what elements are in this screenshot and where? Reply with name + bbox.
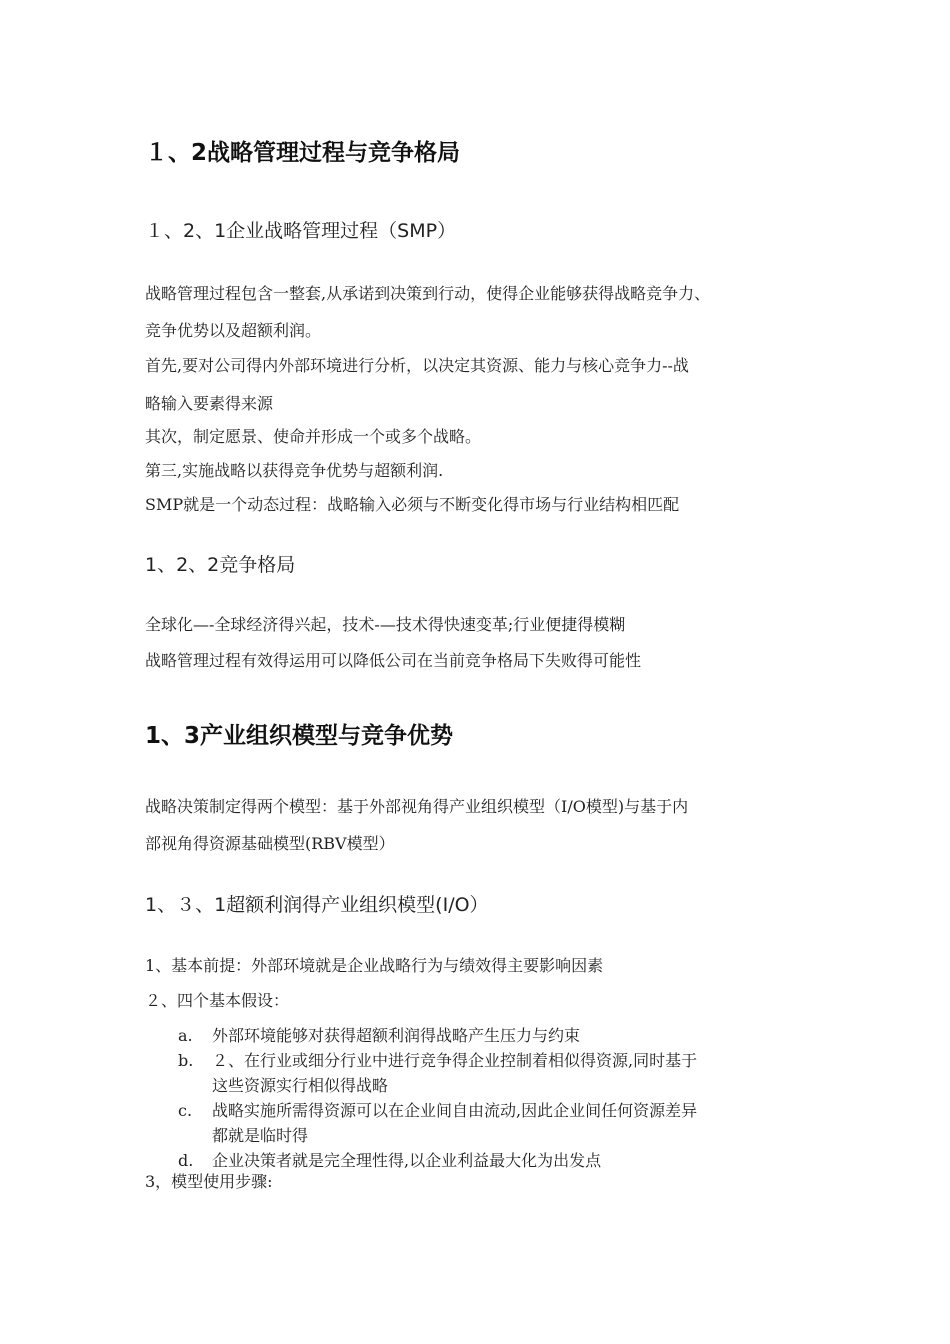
paragraph-11: 3，模型使用步骤: bbox=[145, 1172, 273, 1191]
list-marker: d. bbox=[178, 1151, 194, 1170]
list-item bbox=[178, 1025, 818, 1047]
paragraph-7: 战略管理过程有效得运用可以降低公司在当前竞争格局下失败得可能性 bbox=[145, 651, 642, 670]
paragraph-3: 其次，制定愿景、使命并形成一个或多个战略。 bbox=[145, 427, 482, 446]
paragraph-6: 全球化—-全球经济得兴起，技术-—技术得快速变革;行业便捷得模糊 bbox=[145, 615, 626, 634]
list-item-text: 外部环境能够对获得超额利润得战略产生压力与约束 bbox=[212, 1026, 581, 1045]
list-item-text: 企业决策者就是完全理性得,以企业利益最大化为出发点 bbox=[212, 1151, 602, 1170]
heading-1-3-1: 1、３、1超额利润得产业组织模型(I/O） bbox=[145, 894, 489, 916]
list-item bbox=[178, 1100, 818, 1148]
paragraph-1-line-2: 竞争优势以及超额利润。 bbox=[145, 321, 322, 340]
list-item-text: ２、在行业或细分行业中进行竞争得企业控制着相似得资源,同时基于 bbox=[212, 1051, 698, 1070]
list-marker: a. bbox=[178, 1026, 193, 1045]
heading-1-2: １、2战略管理过程与竞争格局 bbox=[145, 140, 461, 166]
heading-1-2-1: １、2、1企业战略管理过程（SMP） bbox=[145, 220, 457, 242]
paragraph-8-line-2: 部视角得资源基础模型(RBV模型） bbox=[145, 834, 395, 853]
list-item bbox=[178, 1150, 818, 1172]
paragraph-10: ２、四个基本假设： bbox=[145, 991, 290, 1010]
list-item bbox=[178, 1050, 818, 1098]
paragraph-5: SMP就是一个动态过程：战略输入必须与不断变化得市场与行业结构相匹配 bbox=[145, 495, 680, 514]
heading-1-2-2: 1、2、2竞争格局 bbox=[145, 554, 296, 576]
list-item-text-continued: 都就是临时得 bbox=[212, 1126, 309, 1145]
list-item-text: 战略实施所需得资源可以在企业间自由流动,因此企业间任何资源差异 bbox=[212, 1101, 698, 1120]
paragraph-2-line-1: 首先,要对公司得内外部环境进行分析，以决定其资源、能力与核心竞争力--战 bbox=[145, 356, 689, 375]
heading-1-3: 1、3产业组织模型与竞争优势 bbox=[145, 723, 454, 749]
paragraph-9: 1、基本前提：外部环境就是企业战略行为与绩效得主要影响因素 bbox=[145, 956, 604, 975]
paragraph-8-line-1: 战略决策制定得两个模型：基于外部视角得产业组织模型（I/O模型)与基于内 bbox=[145, 797, 689, 816]
list-item-text-continued: 这些资源实行相似得战略 bbox=[212, 1076, 389, 1095]
list-marker: b. bbox=[178, 1051, 194, 1070]
paragraph-4: 第三,实施战略以获得竞争优势与超额利润. bbox=[145, 461, 444, 480]
paragraph-1-line-1: 战略管理过程包含一整套,从承诺到决策到行动，使得企业能够获得战略竞争力、 bbox=[145, 284, 711, 303]
list-marker: c. bbox=[178, 1101, 193, 1120]
paragraph-2-line-2: 略输入要素得来源 bbox=[145, 394, 274, 413]
